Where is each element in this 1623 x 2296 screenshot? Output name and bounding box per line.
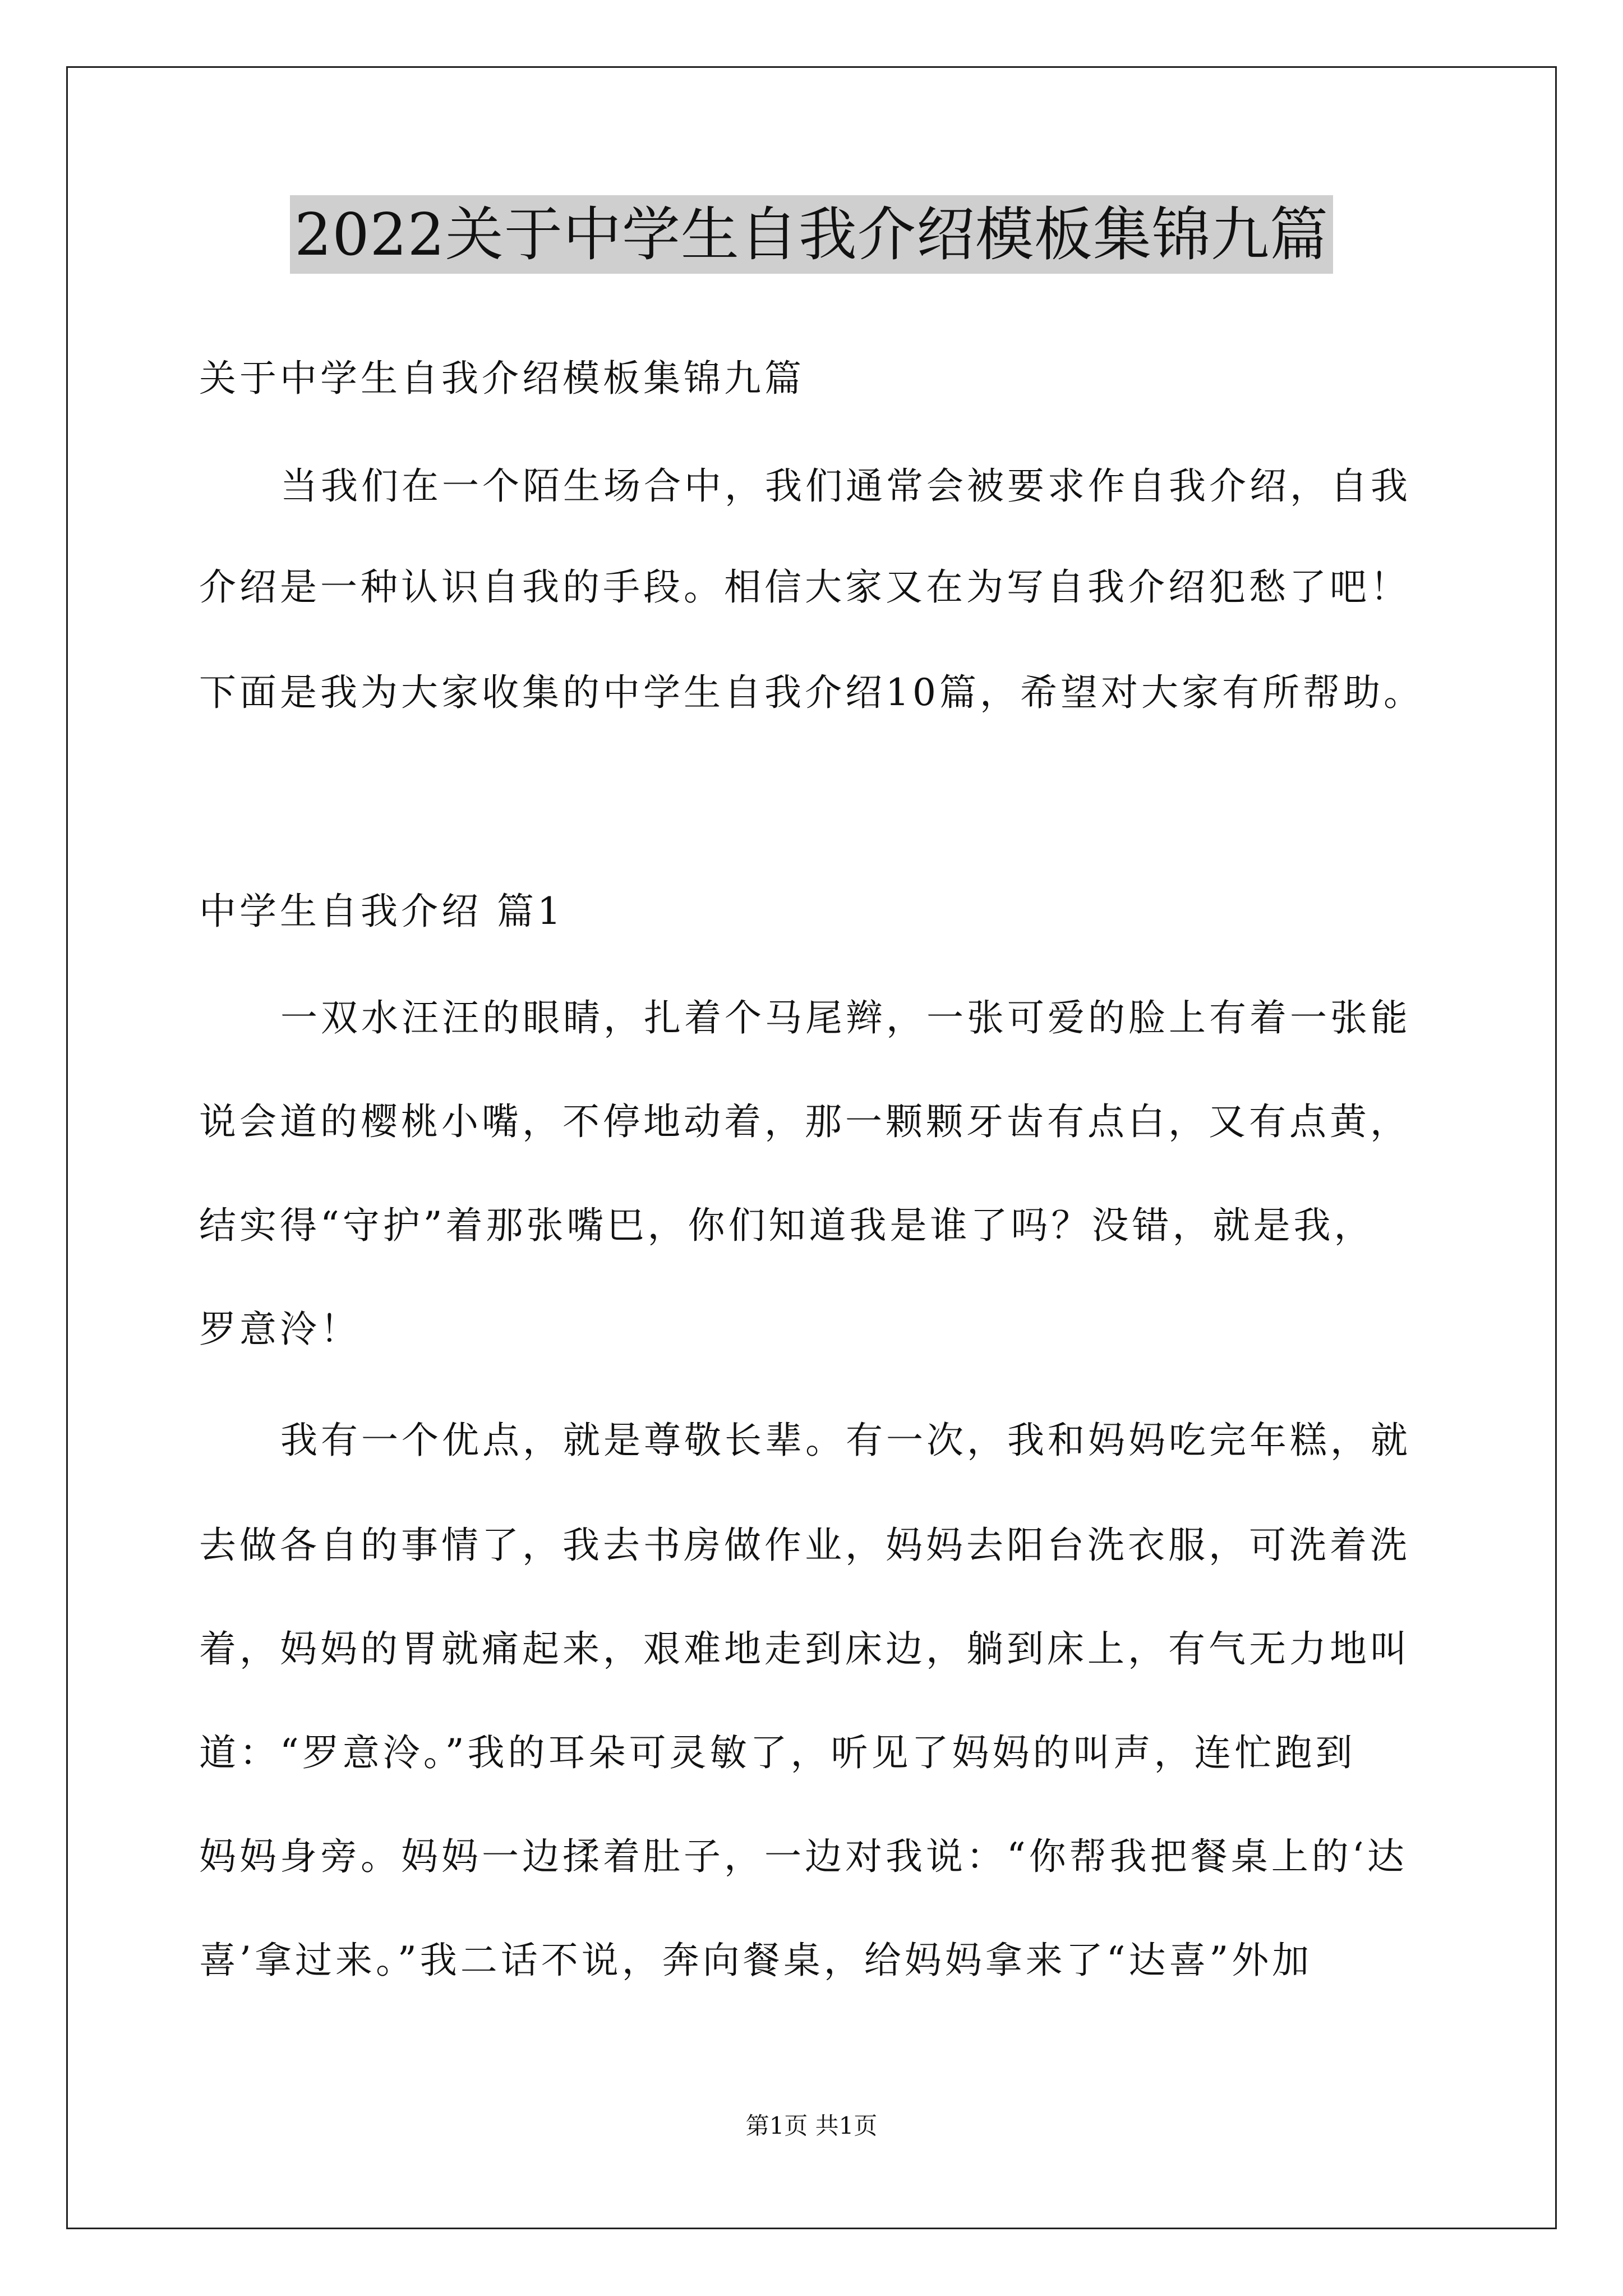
title-container: [0, 195, 1623, 274]
para2-line-1: 我有一个优点，就是尊敬长辈。有一次，我和妈妈吃完年糕，就: [280, 1419, 1411, 1462]
para1-line-2: 说会道的樱桃小嘴，不停地动着，那一颗颗牙齿有点白，又有点黄，: [199, 1100, 1410, 1143]
para1-line-3: 结实得“守护”着那张嘴巴，你们知道我是谁了吗？没错，就是我，: [199, 1204, 1375, 1247]
para1-line-1: 一双水汪汪的眼睛，扎着个马尾辫，一张可爱的脸上有着一张能: [280, 996, 1411, 1039]
para2-line-3: 着，妈妈的胃就痛起来，艰难地走到床边，躺到床上，有气无力地叫: [199, 1627, 1410, 1671]
section-heading: 中学生自我介绍 篇1: [199, 890, 564, 933]
para2-line-2: 去做各自的事情了，我去书房做作业，妈妈去阳台洗衣服，可洗着洗: [199, 1524, 1410, 1567]
intro-line-1: 当我们在一个陌生场合中，我们通常会被要求作自我介绍，自我: [280, 464, 1411, 508]
intro-line-2: 介绍是一种认识自我的手段。相信大家又在为写自我介绍犯愁了吧！: [199, 565, 1410, 609]
para2-line-4: 道：“罗意泠。”我的耳朵可灵敏了，听见了妈妈的叫声，连忙跑到: [199, 1731, 1356, 1774]
intro-line-3: 下面是我为大家收集的中学生自我介绍10篇，希望对大家有所帮助。: [199, 671, 1424, 714]
para2-line-5: 妈妈身旁。妈妈一边揉着肚子，一边对我说：“你帮我把餐桌上的‘达: [199, 1835, 1408, 1878]
para2-line-6: 喜’拿过来。”我二话不说，奔向餐桌，给妈妈拿来了“达喜”外加: [199, 1939, 1313, 1982]
document-subtitle: 关于中学生自我介绍模板集锦九篇: [199, 357, 805, 400]
para1-line-4: 罗意泠！: [199, 1308, 361, 1351]
page-footer: 第1页 共1页: [745, 2112, 878, 2139]
document-title: 2022关于中学生自我介绍模板集锦九篇: [290, 195, 1333, 274]
